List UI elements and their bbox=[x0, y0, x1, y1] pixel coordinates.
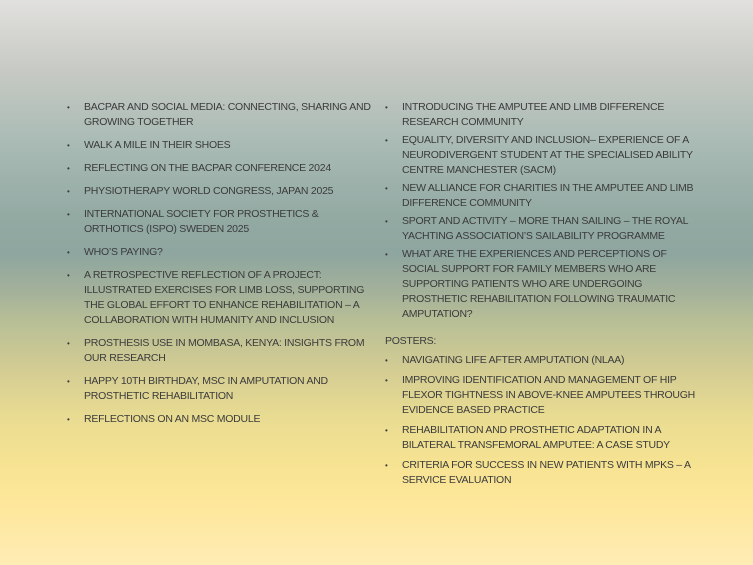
list-item bbox=[67, 100, 375, 130]
bullet-icon: • bbox=[67, 187, 70, 196]
list-item bbox=[385, 353, 705, 368]
list-item bbox=[67, 374, 375, 404]
bullet-item-text: REHABILITATION AND PROSTHETIC ADAPTATION IN A BILATERAL TRANSFEMORAL AMPUTEE: A CASE STUDY bbox=[402, 424, 670, 451]
list-item bbox=[385, 214, 705, 244]
bullet-item-text: NAVIGATING LIFE AFTER AMPUTATION (NLAA) bbox=[402, 354, 625, 366]
bullet-item-text: PROSTHESIS USE IN MOMBASA, KENYA: INSIGHTS FROM OUR RESEARCH bbox=[84, 337, 365, 364]
bullet-item-text: SPORT AND ACTIVITY – MORE THAN SAILING – THE ROYAL YACHTING ASSOCIATION’S SAILABILITY PROGRAMME bbox=[402, 215, 688, 242]
bullet-icon: • bbox=[67, 271, 70, 280]
posters-bullet-list bbox=[385, 353, 705, 488]
bullet-icon: • bbox=[67, 103, 70, 112]
bullet-icon: • bbox=[385, 461, 388, 470]
bullet-item-text: PHYSIOTHERAPY WORLD CONGRESS, JAPAN 2025 bbox=[84, 185, 334, 197]
bullet-icon: • bbox=[385, 376, 388, 385]
bullet-item-text: IMPROVING IDENTIFICATION AND MANAGEMENT OF HIP FLEXOR TIGHTNESS IN ABOVE-KNEE AMPUTEES THROUGH EVIDENCE BASED PRACTICE bbox=[402, 374, 696, 416]
list-item bbox=[385, 100, 705, 130]
list-item bbox=[67, 207, 375, 237]
bullet-item-text: HAPPY 10TH BIRTHDAY, MSC IN AMPUTATION AND PROSTHETIC REHABILITATION bbox=[84, 375, 328, 402]
bullet-icon: • bbox=[385, 426, 388, 435]
list-item bbox=[385, 373, 705, 418]
bullet-item-text: CRITERIA FOR SUCCESS IN NEW PATIENTS WITH MPKS – A SERVICE EVALUATION bbox=[402, 459, 691, 486]
bullet-icon: • bbox=[67, 248, 70, 257]
bullet-item-text: NEW ALLIANCE FOR CHARITIES IN THE AMPUTEE AND LIMB DIFFERENCE COMMUNITY bbox=[402, 182, 694, 209]
list-item bbox=[385, 423, 705, 453]
bullet-item-text: BACPAR AND SOCIAL MEDIA: CONNECTING, SHARING AND GROWING TOGETHER bbox=[84, 101, 371, 128]
bullet-item-text: REFLECTING ON THE BACPAR CONFERENCE 2024 bbox=[84, 162, 331, 174]
list-item bbox=[67, 184, 375, 199]
posters-heading: POSTERS: bbox=[385, 335, 437, 347]
bullet-icon: • bbox=[67, 210, 70, 219]
bullet-icon: • bbox=[67, 141, 70, 150]
bullet-icon: • bbox=[385, 250, 388, 259]
right-column bbox=[385, 100, 705, 493]
bullet-icon: • bbox=[385, 217, 388, 226]
list-item bbox=[67, 412, 375, 427]
bullet-item-text: REFLECTIONS ON AN MSC MODULE bbox=[84, 413, 261, 425]
bullet-item-text: WHAT ARE THE EXPERIENCES AND PERCEPTIONS OF SOCIAL SUPPORT FOR FAMILY MEMBERS WHO ARE SUPPORTING PATIENTS WHO ARE UNDERGOING PROSTHETIC REHABILITATION FOLLOWING TRAUMATIC AMPUTATION? bbox=[402, 248, 676, 320]
bullet-icon: • bbox=[385, 103, 388, 112]
left-column bbox=[67, 100, 375, 435]
list-item bbox=[385, 133, 705, 178]
bullet-item-text: A RETROSPECTIVE REFLECTION OF A PROJECT: ILLUSTRATED EXERCISES FOR LIMB LOSS, SUPPORTING THE GLOBAL EFFORT TO ENHANCE REHABILITATION – A COLLABORATION WITH HUMANITY AND INCLUSION bbox=[84, 269, 365, 326]
list-item bbox=[385, 181, 705, 211]
bullet-icon: • bbox=[67, 339, 70, 348]
bullet-icon: • bbox=[67, 164, 70, 173]
bullet-item-text: EQUALITY, DIVERSITY AND INCLUSION– EXPERIENCE OF A NEURODIVERGENT STUDENT AT THE SPECIALISED ABILITY CENTRE MANCHESTER (SACM) bbox=[402, 134, 693, 176]
list-item bbox=[385, 247, 705, 322]
list-item bbox=[385, 458, 705, 488]
list-item bbox=[67, 161, 375, 176]
right-bullet-list bbox=[385, 100, 705, 322]
bullet-item-text: INTRODUCING THE AMPUTEE AND LIMB DIFFERENCE RESEARCH COMMUNITY bbox=[402, 101, 665, 128]
bullet-icon: • bbox=[67, 377, 70, 386]
bullet-item-text: WHO’S PAYING? bbox=[84, 246, 163, 258]
bullet-icon: • bbox=[385, 356, 388, 365]
bullet-item-text: WALK A MILE IN THEIR SHOES bbox=[84, 139, 231, 151]
list-item bbox=[67, 245, 375, 260]
list-item bbox=[67, 138, 375, 153]
list-item bbox=[67, 268, 375, 328]
left-bullet-list bbox=[67, 100, 375, 427]
bullet-item-text: INTERNATIONAL SOCIETY FOR PROSTHETICS & ORTHOTICS (ISPO) SWEDEN 2025 bbox=[84, 208, 319, 235]
list-item bbox=[67, 336, 375, 366]
bullet-icon: • bbox=[67, 415, 70, 424]
bullet-icon: • bbox=[385, 136, 388, 145]
bullet-icon: • bbox=[385, 184, 388, 193]
